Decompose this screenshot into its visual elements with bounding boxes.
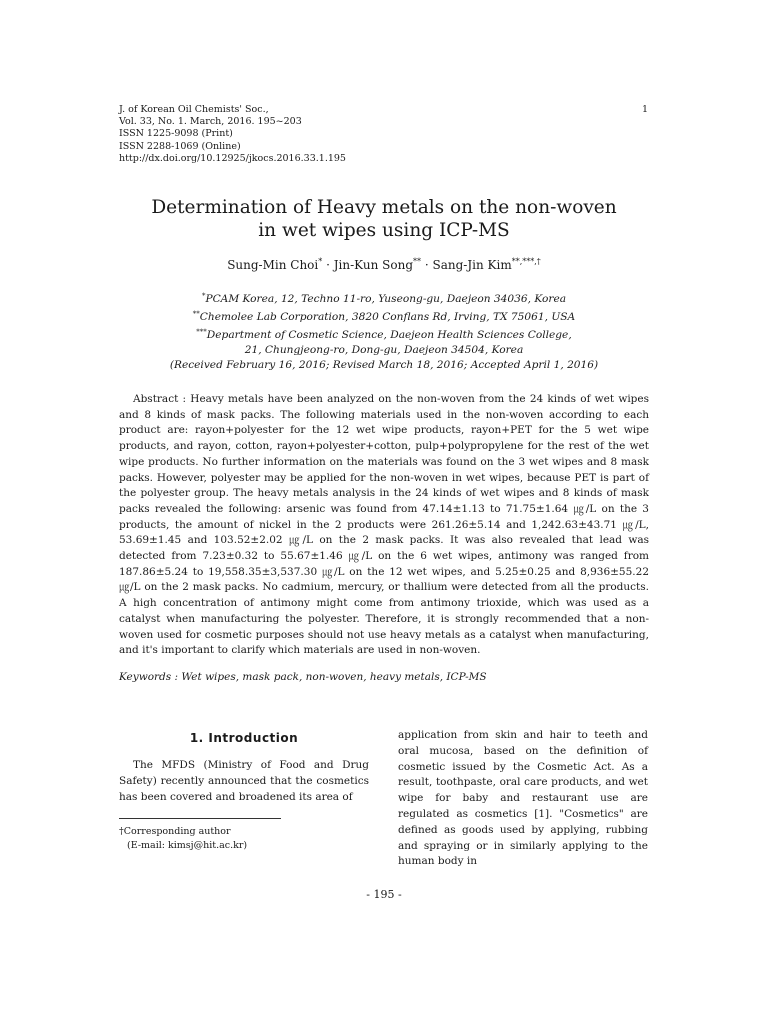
author-mark: **,***,† <box>511 257 541 266</box>
affiliations <box>100 289 668 373</box>
affiliation-line <box>100 289 668 307</box>
journal-name: J. of Korean Oil Chemists' Soc., <box>119 104 269 115</box>
intro-paragraph: The MFDS (Ministry of Food and Drug Safety) recently announced that the cosmetics has been covered and broadened its area of <box>119 759 369 803</box>
corresponding-author-note: †Corresponding author <box>119 826 231 837</box>
affiliation-line <box>100 325 668 343</box>
abstract-label: Abstract <box>133 393 179 405</box>
volume-info: Vol. 33, No. 1. March, 2016. 195~203 <box>119 116 302 128</box>
abstract <box>119 392 649 659</box>
author-mark: ** <box>413 257 421 266</box>
author-separator: · <box>424 258 429 272</box>
author-email: (E-mail: kimsj@hit.ac.kr) <box>127 840 248 851</box>
affiliation-text: Chemolee Lab Corporation, 3820 Conflans Rd, Irving, TX 75061, USA <box>199 311 576 323</box>
affiliation-mark: *** <box>196 328 207 336</box>
author-name: Sung-Min Choi <box>227 258 319 272</box>
right-column <box>398 728 648 870</box>
keywords: Keywords : Wet wipes, mask pack, non-woven, heavy metals, ICP-MS <box>119 671 487 683</box>
received-dates: (Received February 16, 2016; Revised March 18, 2016; Accepted April 1, 2016) <box>169 359 599 371</box>
paper-title <box>100 196 668 242</box>
footnote <box>119 825 247 853</box>
section-heading-introduction: 1. Introduction <box>189 731 299 745</box>
affiliation-mark: ** <box>192 310 200 318</box>
title-line-2: in wet wipes using ICP-MS <box>258 220 510 241</box>
affiliation-text: 21, Chungjeong-ro, Dong-gu, Daejeon 34504, Korea <box>244 344 524 356</box>
affiliation-text: PCAM Korea, 12, Techno 11-ro, Yuseong-gu, Daejeon 34036, Korea <box>205 293 567 305</box>
journal-header <box>119 104 346 165</box>
left-column <box>119 728 369 805</box>
affiliation-line <box>100 307 668 325</box>
author-name: Sang-Jin Kim <box>432 258 512 272</box>
author-mark: * <box>318 257 323 266</box>
author-list <box>100 257 668 272</box>
running-page-number: 1 <box>642 104 649 115</box>
footnote-divider <box>119 818 281 819</box>
issn-print: ISSN 1225-9098 (Print) <box>119 128 233 140</box>
intro-paragraph-continued: application from skin and hair to teeth and oral mucosa, based on the definition of cosmetic issued by the Cosmetic Act. As a result, toothpaste, oral care products, and wet wipe for baby and restaurant use are regulated as cosmetics [1]. "Cosmetics" are defined as goods used by applying, rubbing and spraying or in similarly applying to the human body in <box>398 729 648 868</box>
abstract-text: : Heavy metals have been analyzed on the non-woven from the 24 kinds of wet wipes and 8 kinds of mask packs. The following materials used in the non-woven according to each product are: rayon+polyester for the 12 wet wipe products, rayon+PET for the 5 wet wipe products, and rayon, cotton, rayon+polyester+cotton, pulp+polypropylene for the rest of the wet wipe products. No further information on the materials was found on the 3 wet wipes and 8 mask packs. However, polyester may be applied for the non-woven in wet wipes, because PET is part of the polyester group. The heavy metals analysis in the 24 kinds of wet wipes and 8 kinds of mask packs revealed the following: arsenic was found from 47.14±1.13 to 71.75±1.64 ㎍/L on the 3 products, the amount of nickel in the 2 products were 261.26±5.14 and 1,242.63±43.71 ㎍/L, 53.69±1.45 and 103.52±2.02 ㎍/L on the 2 mask packs. It was also revealed that lead was detected from 7.23±0.32 to 55.67±1.46 ㎍/L on the 6 wet wipes, antimony was ranged from 187.86±5.24 to 19,558.35±3,537.30 ㎍/L on the 12 wet wipes, and 5.25±0.25 and 8,936±55.22 ㎍/L on the 2 mask packs. No cadmium, mercury, or thallium were detected from all the products. A high concentration of antimony might come from antimony trioxide, which was used as a catalyst when manufacturing the polyester. Therefore, it is strongly recommended that a non-woven used for cosmetic purposes should not use heavy metals as a catalyst when manufacturing, and it's important to clarify which materials are used in non-woven. <box>119 393 649 657</box>
author-name: Jin-Kun Song <box>333 258 413 272</box>
page-footer-number: - 195 - <box>366 888 402 901</box>
affiliation-line <box>100 343 668 358</box>
doi-link[interactable]: http://dx.doi.org/10.12925/jkocs.2016.33.1.195 <box>119 152 346 164</box>
affiliation-mark: * <box>201 292 206 300</box>
title-line-1: Determination of Heavy metals on the non-woven <box>151 197 617 218</box>
author-separator: · <box>326 258 330 272</box>
issn-online: ISSN 2288-1069 (Online) <box>119 140 241 152</box>
affiliation-text: Department of Cosmetic Science, Daejeon Health Sciences College, <box>206 329 572 341</box>
